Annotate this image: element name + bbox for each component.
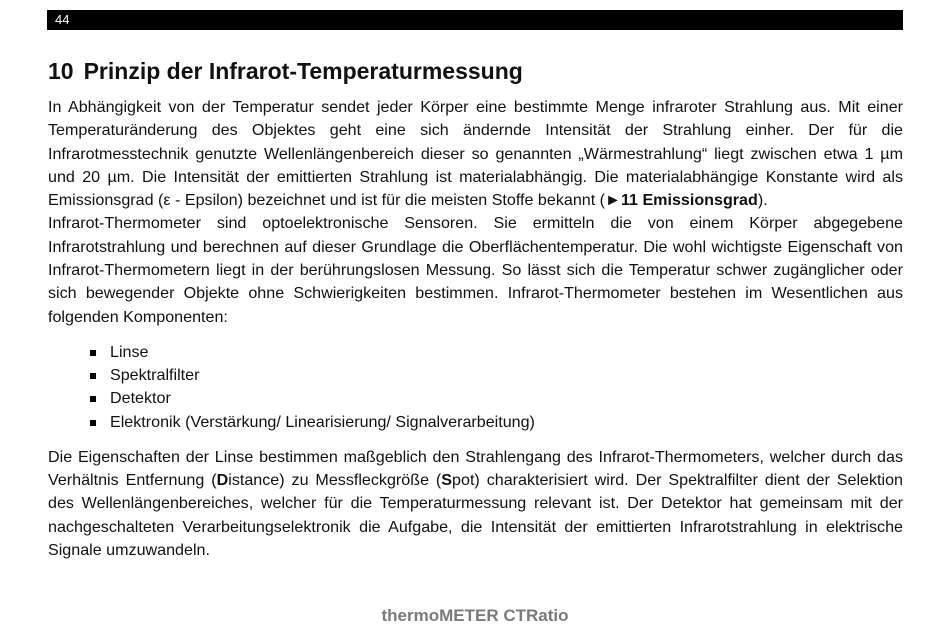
paragraph-intro	[48, 96, 903, 212]
section-title: Prinzip der Infrarot-Temperaturmessung	[83, 58, 523, 84]
paragraph-lens	[48, 446, 903, 562]
page-number: 44	[55, 12, 70, 27]
distance-letter: D	[216, 471, 229, 490]
components-list	[48, 341, 903, 434]
list-item	[90, 341, 903, 364]
square-bullet-icon	[90, 350, 96, 356]
paragraph-lens-part1: Die Eigenschaften der Linse bestimmen maßgeblich den Strahlengang des Infrarot-Thermometers, welcher durch das Verhältnis Entfernung (	[48, 447, 903, 490]
list-item-label: Detektor	[110, 389, 171, 408]
paragraph-lens-part2: istance) zu Messfleckgröße (	[228, 471, 442, 490]
page-content	[48, 56, 903, 562]
arrow-right-icon: ►	[605, 191, 621, 210]
list-item	[90, 411, 903, 434]
list-item	[90, 364, 903, 387]
list-item-label: Spektralfilter	[110, 366, 200, 385]
paragraph-sensors: Infrarot-Thermometer sind optoelektronische Sensoren. Sie ermitteln die von einem Körper abgegebene Infrarotstrahlung und berechnen auf dieser Grundlage die Oberflächentemperatur. Die wohl wichtigste Eigenschaft von Infrarot-Thermometern liegt in der berührungslosen Messung. So lässt sich die Temperatur schwer zugänglicher oder sich bewegender Objekte ohne Schwierigkeiten bestimmen. Infrarot-Thermometer bestehen im Wesentlichen aus folgenden Komponenten:	[48, 214, 903, 326]
footer-product-name: thermoMETER CTRatio	[381, 606, 569, 625]
paragraph-lens-part3: pot) charakterisiert wird. Der Spektralfilter dient der Selektion des Wellenlängenbereiches, welcher für die Temperaturmessung relevant ist. Der Detektor hat gemeinsam mit der nachgeschalteten Verarbeitungselektronik die Aufgabe, die Intensität der emittierten Infrarotstrahlung in elektrische Signale umzuwandeln.	[48, 471, 903, 559]
paragraph-intro-text-b: ).	[757, 191, 768, 210]
list-item-label: Linse	[110, 342, 149, 361]
spot-letter: S	[441, 471, 453, 490]
cross-reference-link[interactable]	[605, 191, 758, 209]
page-number-bar	[47, 10, 903, 30]
section-number: 10	[48, 58, 74, 84]
paragraph-intro-text-a: In Abhängigkeit von der Temperatur sendet jeder Körper eine bestimmte Menge infraroter Strahlung aus. Mit einer Temperaturänderung des Objektes geht eine sich ändernde Intensität der Strahlung einher. Der für die Infrarotmesstechnik genutzte Wellenlängenbereich dieser so genannten „Wärmestrahlung“ liegt zwischen etwa 1 µm und 20 µm. Die Intensität der emittierten Strahlung ist materialabhängig. Die materialabhängige Konstante wird als Emissionsgrad (ε - Epsilon) bezeichnet und ist für die meisten Stoffe bekannt (	[48, 98, 903, 210]
square-bullet-icon	[90, 420, 96, 426]
list-item	[90, 387, 903, 410]
square-bullet-icon	[90, 373, 96, 379]
square-bullet-icon	[90, 396, 96, 402]
cross-reference-label: 11 Emissionsgrad	[620, 191, 758, 210]
section-heading	[48, 56, 903, 86]
list-item-label: Elektronik (Verstärkung/ Linearisierung/ Signalverarbeitung)	[110, 412, 535, 431]
